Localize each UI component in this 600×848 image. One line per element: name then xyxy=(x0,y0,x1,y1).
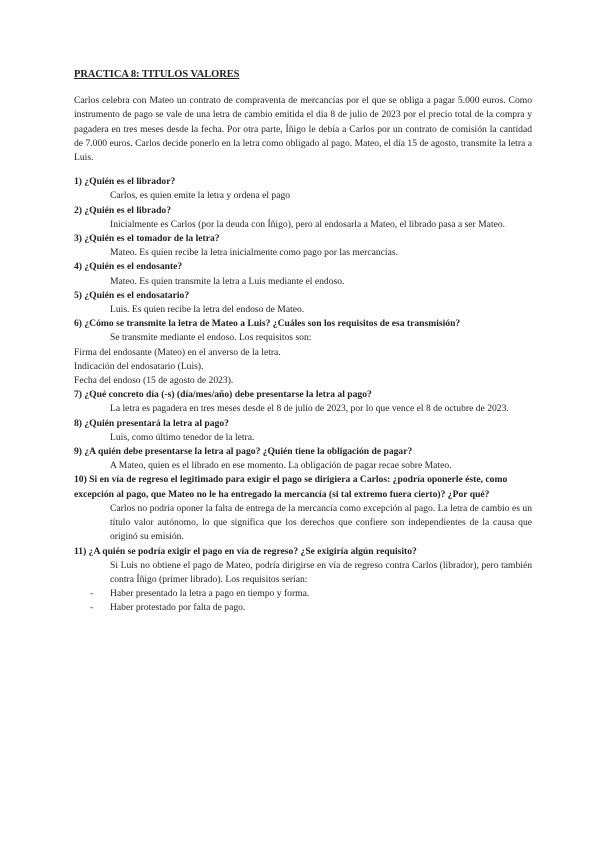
document-page xyxy=(74,68,532,616)
answer-5: Luis. Es quien recibe la letra del endoso de Mateo. xyxy=(110,304,305,316)
answer-10: Carlos no podría oponer la falta de entrega de la mercancía como excepción al pago. La letra de cambio es un título valor autónomo, lo que significa que los derechos que confiere son independientes de la causa que originó su emisión. xyxy=(110,502,532,543)
answer-7: La letra es pagadera en tres meses desde el 8 de julio de 2023, por lo que vence el 8 de octubre de 2023. xyxy=(110,403,509,415)
list-item: - Haber presentado la letra a pago en tiempo y forma. xyxy=(90,587,532,601)
question-9: 9) ¿A quién debe presentarse la letra al pago? ¿Quién tiene la obligación de pagar? xyxy=(74,446,413,458)
question-11: 11) ¿A quién se podría exigir el pago en vía de regreso? ¿Se exigiría algún requisito? xyxy=(74,545,417,557)
question-1: 1) ¿Quién es el librador? xyxy=(74,176,176,188)
question-6: 6) ¿Cómo se transmite la letra de Mateo a Luis? ¿Cuáles son los requisitos de esa transmisión? xyxy=(74,318,461,330)
requirements-list xyxy=(90,587,532,615)
list-item: - Haber protestado por falta de pago. xyxy=(90,601,532,615)
answer-9: A Mateo, quien es el librado en ese momento. La obligación de pagar recae sobre Mateo. xyxy=(110,460,452,472)
question-3: 3) ¿Quién es el tomador de la letra? xyxy=(74,233,220,245)
intro-paragraph: Carlos celebra con Mateo un contrato de compraventa de mercancías por el que se obliga a pagar 5.000 euros. Como instrumento de pago se vale de una letra de cambio emitida el día 8 de julio de 2023 por el precio total de la compra y pagadera en tres meses desde la fecha. Por otra parte, Íñigo le debía a Carlos por un contrato de comisión la cantidad de 7.000 euros. Carlos decide ponerlo en la letra como obligado al pago. Mateo, el día 15 de agosto, transmite la letra a Luis. xyxy=(74,95,532,164)
requirement-1: Firma del endosante (Mateo) en el anverso de la letra. xyxy=(74,346,281,358)
question-7: 7) ¿Qué concreto día (-s) (día/mes/año) debe presentarse la letra al pago? xyxy=(74,389,372,401)
answer-2: Inicialmente es Carlos (por la deuda con Íñigo), pero al endosarla a Mateo, el librado pasa a ser Mateo. xyxy=(110,218,506,230)
answer-1: Carlos, es quien emite la letra y ordena el pago xyxy=(110,190,291,202)
question-2: 2) ¿Quién es el librado? xyxy=(74,204,172,216)
answer-8: Luis, como último tenedor de la letra. xyxy=(110,431,255,443)
answer-11: Si Luis no obtiene el pago de Mateo, podría dirigirse en vía de regreso contra Carlos (librador), pero también contra Íñigo (primer librado). Los requisitos serían: xyxy=(110,559,532,585)
question-4: 4) ¿Quién es el endosante? xyxy=(74,261,183,273)
answer-3: Mateo. Es quien recibe la letra inicialmente como pago por las mercancías. xyxy=(110,247,398,259)
answer-4: Mateo. Es quien transmite la letra a Luis mediante el endoso. xyxy=(110,275,345,287)
question-8: 8) ¿Quién presentará la letra al pago? xyxy=(74,417,229,429)
requirement-3: Fecha del endoso (15 de agosto de 2023). xyxy=(74,375,234,387)
document-title: PRACTICA 8: TITULOS VALORES xyxy=(74,69,240,80)
requirement-2: Indicación del endosatario (Luis). xyxy=(74,360,204,372)
question-10: 10) Si en vía de regreso el legitimado para exigir el pago se dirigiera a Carlos: ¿podría oponerle éste, como excepción al pago, que Mateo no le ha entregado la mercancía (si tal extremo fuera cierto)? ¿Por qué? xyxy=(74,474,508,500)
answer-6: Se transmite mediante el endoso. Los requisitos son: xyxy=(110,332,312,344)
question-5: 5) ¿Quién es el endosatario? xyxy=(74,289,190,301)
